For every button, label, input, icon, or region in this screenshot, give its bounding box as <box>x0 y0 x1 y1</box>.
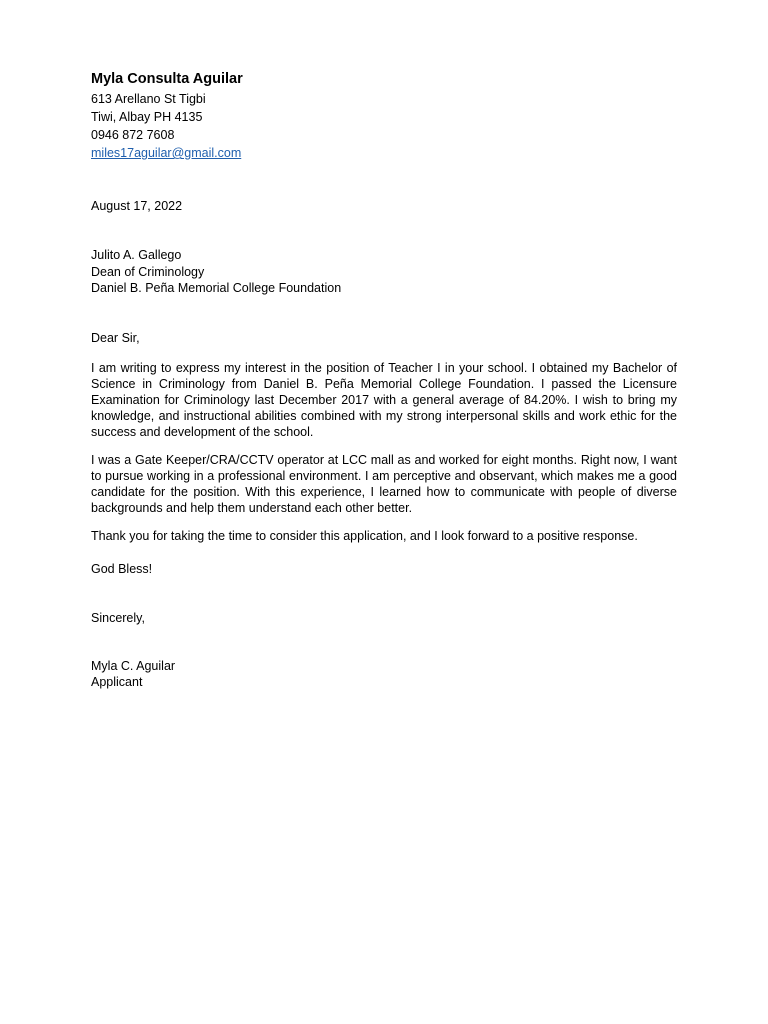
sender-email-link[interactable]: miles17aguilar@gmail.com <box>91 146 242 160</box>
closing-blessing: God Bless! <box>91 561 153 576</box>
recipient-organization: Daniel B. Peña Memorial College Foundation <box>91 281 342 295</box>
recipient-name: Julito A. Gallego <box>91 248 182 262</box>
signature-role: Applicant <box>91 674 143 689</box>
signature-block <box>91 658 677 690</box>
body-paragraph-2: I was a Gate Keeper/CRA/CCTV operator at LCC mall as and worked for eight months. Right now, I want to pursue working in a professional environment. I am perceptive and observant, which makes me a good candidate for the position. With this experience, I learned how to communicate with people of diverse backgrounds and help them understand each other better. <box>91 452 677 515</box>
sender-block <box>91 69 677 162</box>
sender-address-line2: Tiwi, Albay PH 4135 <box>91 110 203 124</box>
salutation: Dear Sir, <box>91 330 140 345</box>
body-paragraph-3: Thank you for taking the time to consider this application, and I look forward to a positive response. <box>91 528 638 543</box>
closing-sincerely: Sincerely, <box>91 610 145 625</box>
sender-name: Myla Consulta Aguilar <box>91 71 243 87</box>
body-paragraph-1: I am writing to express my interest in the position of Teacher I in your school. I obtained my Bachelor of Science in Criminology from Daniel B. Peña Memorial College Foundation. I passed the Licensure Examination for Criminology last December 2017 with a general average of 84.20%. I wish to bring my knowledge, and instructional abilities combined with my strong interpersonal skills and work ethic for the success and development of the school. <box>91 360 677 439</box>
sender-address-line1: 613 Arellano St Tigbi <box>91 92 206 106</box>
letter-content <box>91 69 677 690</box>
letter-date: August 17, 2022 <box>91 199 183 213</box>
recipient-block <box>91 247 677 297</box>
recipient-title: Dean of Criminology <box>91 264 205 279</box>
sender-phone: 0946 872 7608 <box>91 128 175 142</box>
signature-name: Myla C. Aguilar <box>91 658 176 673</box>
